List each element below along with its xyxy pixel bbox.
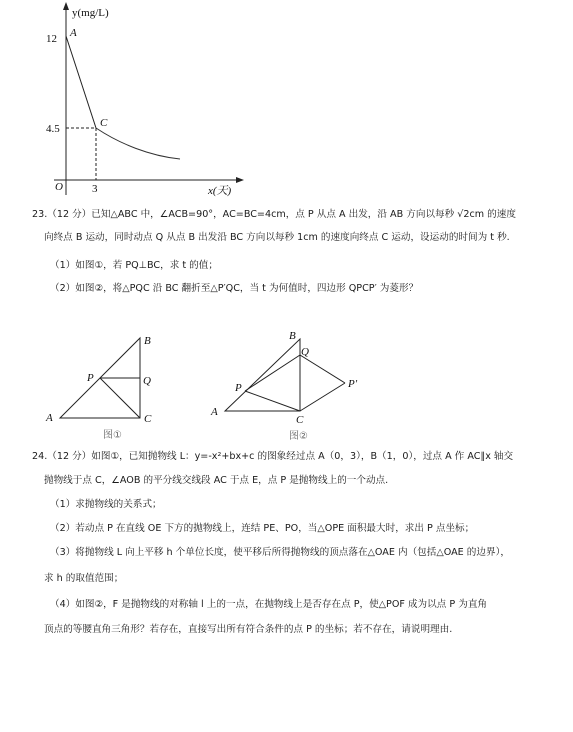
segment-pc <box>245 391 300 411</box>
q23-line2: 向终点 B 运动，同时动点 Q 从点 B 出发沿 BC 方向以每秒 1cm 的速度向终点 C 运动，设运动的时间为 t 秒. <box>44 232 510 243</box>
x-axis-label: x(天) <box>208 185 232 197</box>
segment-qp-prime <box>300 355 345 383</box>
y-tick-12: 12 <box>46 33 57 45</box>
q24-line1: 24.（12 分）如图①，已知抛物线 L：y=-x²+bx+c 的图象经过点 A（0，3），B（1，0），过点 A 作 AC∥x 轴交 <box>32 451 514 462</box>
q24-line4: （2）若动点 P 在直线 OE 下方的抛物线上，连结 PE、PO，当△OPE 面积最大时，求出 P 点坐标； <box>50 523 475 534</box>
y-axis-label: y(mg/L) <box>72 7 109 19</box>
segment-pq <box>245 355 300 391</box>
q23-line1: 23.（12 分）已知△ABC 中，∠ACB=90°，AC=BC=4cm，点 P 从点 A 出发，沿 AB 方向以每秒 √2cm 的速度 <box>32 209 516 220</box>
q23-line3: （1）如图①，若 PQ⊥BC，求 t 的值； <box>50 260 218 271</box>
fig2-label-q: Q <box>301 346 309 358</box>
figure-1 <box>40 330 170 442</box>
fig2-label-b: B <box>289 330 296 342</box>
concentration-graph <box>40 0 250 205</box>
origin-label: O <box>55 181 63 193</box>
q24-line7: （4）如图②，F 是抛物线的对称轴 l 上的一点，在抛物线上是否存在点 P，使△POF 成为以点 P 为直角 <box>50 599 488 610</box>
decay-curve <box>96 128 180 159</box>
figure-2 <box>205 325 375 443</box>
fig2-label-p-prime: P′ <box>348 378 358 390</box>
point-c-label: C <box>100 117 108 129</box>
segment-pc <box>100 378 140 418</box>
q24-line2: 抛物线于点 C，∠AOB 的平分线交线段 AC 于点 E，点 P 是抛物线上的一个动点. <box>44 475 389 486</box>
fig1-label-c: C <box>144 413 152 425</box>
x-axis-arrow <box>236 177 244 183</box>
q24-line8: 顶点的等腰直角三角形？若存在，直接写出所有符合条件的点 P 的坐标；若不存在，请说明理由. <box>44 624 453 635</box>
q23-line4: （2）如图②，将△PQC 沿 BC 翻折至△P′QC，当 t 为何值时，四边形 QPCP′ 为菱形？ <box>50 283 419 294</box>
segment-cp-prime <box>300 383 345 411</box>
y-tick-4-5: 4.5 <box>46 123 60 135</box>
fig1-label-a: A <box>46 412 53 424</box>
q24-line6: 求 h 的取值范围； <box>44 573 124 584</box>
fig2-label-c: C <box>296 414 304 426</box>
fig1-label-b: B <box>144 335 151 347</box>
fig1-caption: 图① <box>103 430 122 441</box>
line-segment-ac <box>66 36 96 128</box>
fig2-label-a: A <box>211 406 218 418</box>
q24-line5: （3）将抛物线 L 向上平移 h 个单位长度，使平移后所得抛物线的顶点落在△OAE 内（包括△OAE 的边界）， <box>50 547 510 558</box>
x-tick-3: 3 <box>92 183 98 195</box>
point-a-label: A <box>70 27 77 39</box>
y-axis-arrow <box>63 2 69 10</box>
triangle-abc <box>225 339 300 411</box>
fig1-label-q: Q <box>143 375 151 387</box>
fig2-label-p: P <box>235 382 242 394</box>
q24-line3: （1）求抛物线的关系式； <box>50 499 162 510</box>
fig1-label-p: P <box>87 372 94 384</box>
fig2-caption: 图② <box>289 431 308 442</box>
